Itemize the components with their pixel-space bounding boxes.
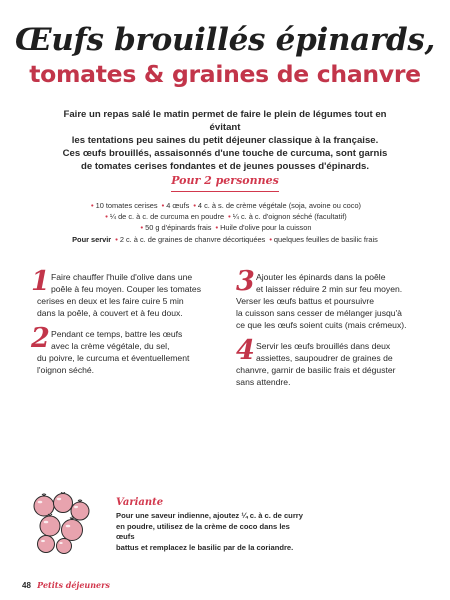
- step-text-line: du poivre, le curcuma et éventuellement: [37, 353, 190, 363]
- bullet-dot: •: [215, 223, 219, 232]
- intro-line: Faire un repas salé le matin permet de faire le plein de légumes tout en évitant: [63, 109, 387, 133]
- step-text-line: cerises en deux et les faire cuire 5 min: [37, 296, 184, 306]
- page-footer: [22, 580, 110, 590]
- step-text-line: poêle à feu moyen. Couper les tomates: [51, 284, 202, 294]
- step-number: 4: [236, 335, 255, 366]
- bullet-dot: •: [115, 235, 118, 244]
- intro-line: Ces œufs brouillés, assaisonnés d'une touche de curcuma, sont garnis: [62, 148, 388, 159]
- intro-line: les tentations peu saines du petit déjeuner classique à la française.: [71, 135, 379, 146]
- step-text-line: Verser les œufs battus et poursuivre: [236, 296, 375, 306]
- ingredient-item: 50 g d'épinards frais: [145, 223, 212, 232]
- ingredient-item: 2 c. à c. de graines de chanvre décortiquées: [119, 235, 266, 244]
- bullet-dot: •: [161, 201, 165, 210]
- step-text-line: et laisser réduire 2 min sur feu moyen.: [256, 284, 403, 294]
- step-number: 2: [31, 323, 50, 354]
- ingredient-item: ¼ c. à c. d'oignon séché (facultatif): [232, 212, 347, 221]
- ingredient-item: 10 tomates cerises: [95, 201, 158, 210]
- step-text-line: chanvre, garnir de basilic frais et déguster: [236, 365, 396, 375]
- bullet-dot: •: [90, 201, 94, 210]
- recipe-title-line2: tomates & graines de chanvre: [29, 60, 421, 88]
- bullet-dot: •: [140, 223, 144, 232]
- step-text-line: avec la crème végétale, du sel,: [51, 341, 170, 351]
- ingredient-item: 4 œufs: [166, 201, 190, 210]
- recipe-intro: [60, 108, 390, 173]
- step-text-line: Faire chauffer l'huile d'olive dans une: [51, 272, 193, 282]
- step-text-line: assiettes, saupoudrer de graines de: [256, 353, 393, 363]
- page-number: 48: [22, 581, 31, 590]
- step-text-line: Pendant ce temps, battre les œufs: [51, 329, 183, 339]
- variante-line: battus et remplacez le basilic par de la coriandre.: [116, 542, 294, 552]
- step-text-line: dans la poêle, à couvert et à feu doux.: [37, 308, 183, 318]
- ingredient-item: Huile d'olive pour la cuisson: [220, 223, 312, 232]
- ingredient-item: ¼ de c. à c. de curcuma en poudre: [109, 212, 225, 221]
- servings-underline: [171, 191, 279, 192]
- ingredient-item: quelques feuilles de basilic frais: [273, 235, 378, 244]
- ingredients-line: [0, 223, 450, 233]
- step-text-line: la cuisson sans cesser de mélanger jusqu'à: [236, 308, 402, 318]
- variante-line: Pour une saveur indienne, ajoutez ¼ c. à c. de curry: [116, 511, 303, 520]
- variante-text: [116, 511, 306, 553]
- bullet-dot: •: [105, 212, 108, 221]
- ingredients-line: [0, 212, 450, 222]
- cherry-tomatoes-illustration: [30, 492, 94, 554]
- variante-line: en poudre, utilisez de la crème de coco dans les œufs: [116, 521, 290, 541]
- intro-line: de tomates cerises fondantes et de jeunes pousses d'épinards.: [80, 161, 370, 172]
- bullet-dot: •: [193, 201, 196, 210]
- bullet-dot: •: [269, 235, 272, 244]
- recipe-title-line1: Œufs brouillés épinards,: [14, 22, 436, 58]
- ingredient-item: 4 c. à s. de crème végétale (soja, avoine ou coco): [197, 201, 362, 210]
- bullet-dot: •: [228, 212, 231, 221]
- section-name: Petits déjeuners: [37, 580, 110, 590]
- step-text-line: ce que les œufs soient cuits (mais crémeux).: [236, 320, 407, 330]
- variante-heading: Variante: [116, 497, 164, 508]
- step-text-line: l'oignon séché.: [37, 365, 95, 375]
- step-number: 1: [31, 266, 50, 297]
- ingredients-line: [0, 235, 450, 245]
- ingredients-line: [0, 201, 450, 211]
- servings-heading: Pour 2 personnes: [171, 174, 279, 187]
- step-number: 3: [236, 266, 255, 297]
- step-text-line: Servir les œufs brouillés dans deux: [256, 341, 391, 351]
- step-text-line: Ajouter les épinards dans la poêle: [256, 272, 386, 282]
- serve-label: Pour servir: [72, 235, 112, 244]
- step-text-line: sans attendre.: [236, 377, 291, 387]
